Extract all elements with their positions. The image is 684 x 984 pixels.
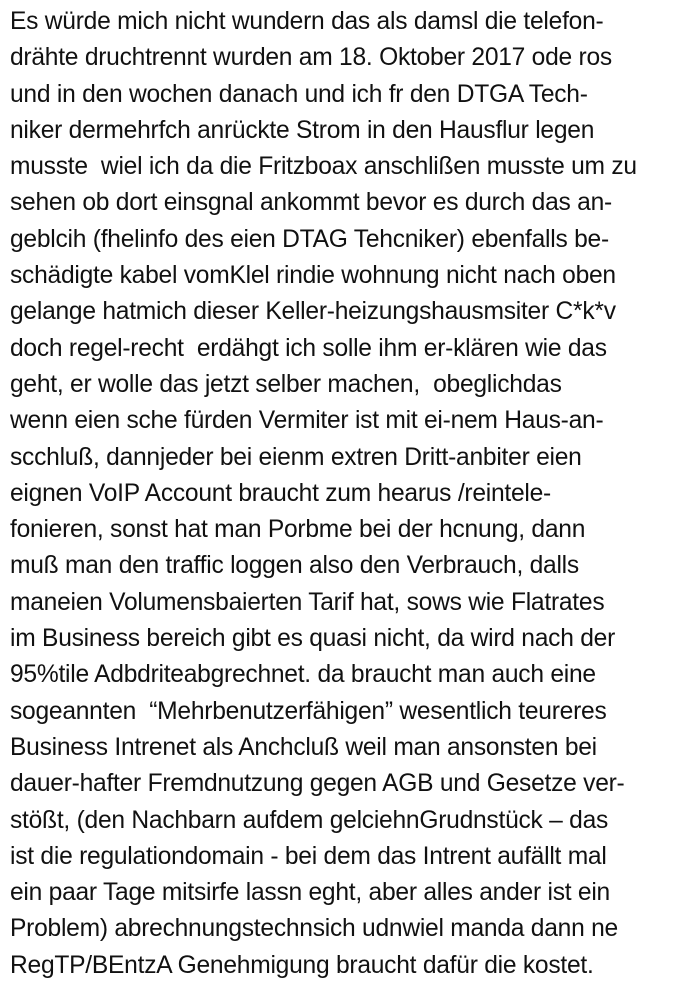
document-page: [10, 4, 682, 984]
text-line: musste wiel ich da die Fritzboax anschlißen musste um zu: [10, 153, 637, 181]
text-line: schädigte kabel vomKlel rindie wohnung nicht nach oben: [10, 262, 616, 290]
text-line: maneien Volumensbaierten Tarif hat, sows wie Flatrates: [10, 588, 605, 616]
text-line: sehen ob dort einsgnal ankommt bevor es durch das an-: [10, 189, 612, 217]
text-line: gelange hatmich dieser Keller-heizungshausmsiter C*k*v: [10, 298, 616, 326]
text-line: muß man den traffic loggen also den Verbrauch, dalls: [10, 552, 579, 580]
text-line: niker dermehrfch anrückte Strom in den Hausflur legen: [10, 116, 595, 144]
text-line: ist die regulationdomain - bei dem das Intrent aufällt mal: [10, 842, 607, 870]
text-line: doch regel-recht erdähgt ich solle ihm er-klären wie das: [10, 334, 607, 362]
text-line: und in den wochen danach und ich fr den DTGA Tech-: [10, 80, 588, 108]
text-line: Es würde mich nicht wundern das als damsl die telefon-: [10, 8, 604, 35]
text-line: Business Intrenet als Anchcluß weil man ansonsten bei: [10, 733, 597, 761]
text-line: stößt, (den Nachbarn aufdem gelciehnGrudnstück – das: [10, 806, 609, 834]
text-line: Problem) abrechnungstechnsich udnwiel manda dann ne: [10, 915, 618, 943]
text-line: fonieren, sonst hat man Porbme bei der hcnung, dann: [10, 516, 586, 544]
text-line: scchluß, dannjeder bei eienm extren Dritt-anbiter eien: [10, 443, 582, 471]
text-line: dauer-hafter Fremdnutzung gegen AGB und Gesetze ver-: [10, 770, 625, 798]
text-line: RegTP/BEntzA Genehmigung braucht dafür die kostet.: [10, 951, 594, 979]
text-line: geht, er wolle das jetzt selber machen, obeglichdas: [10, 370, 562, 398]
text-line: 95%tile Adbdriteabgrechnet. da braucht man auch eine: [10, 661, 596, 689]
text-line: im Business bereich gibt es quasi nicht, da wird nach der: [10, 625, 616, 653]
text-line: wenn eien sche fürden Vermiter ist mit ei-nem Haus-an-: [10, 407, 604, 435]
text-line: sogeannten “Mehrbenutzerfähigen” wesentlich teureres: [10, 697, 607, 725]
text-line: drähte druchtrennt wurden am 18. Oktober 2017 ode ros: [10, 44, 612, 72]
text-line: eignen VoIP Account braucht zum hearus /reintele-: [10, 479, 552, 507]
text-line: geblcih (fhelinfo des eien DTAG Tehcniker) ebenfalls be-: [10, 225, 609, 253]
text-line: ein paar Tage mitsirfe lassn eght, aber alles ander ist ein: [10, 879, 610, 907]
